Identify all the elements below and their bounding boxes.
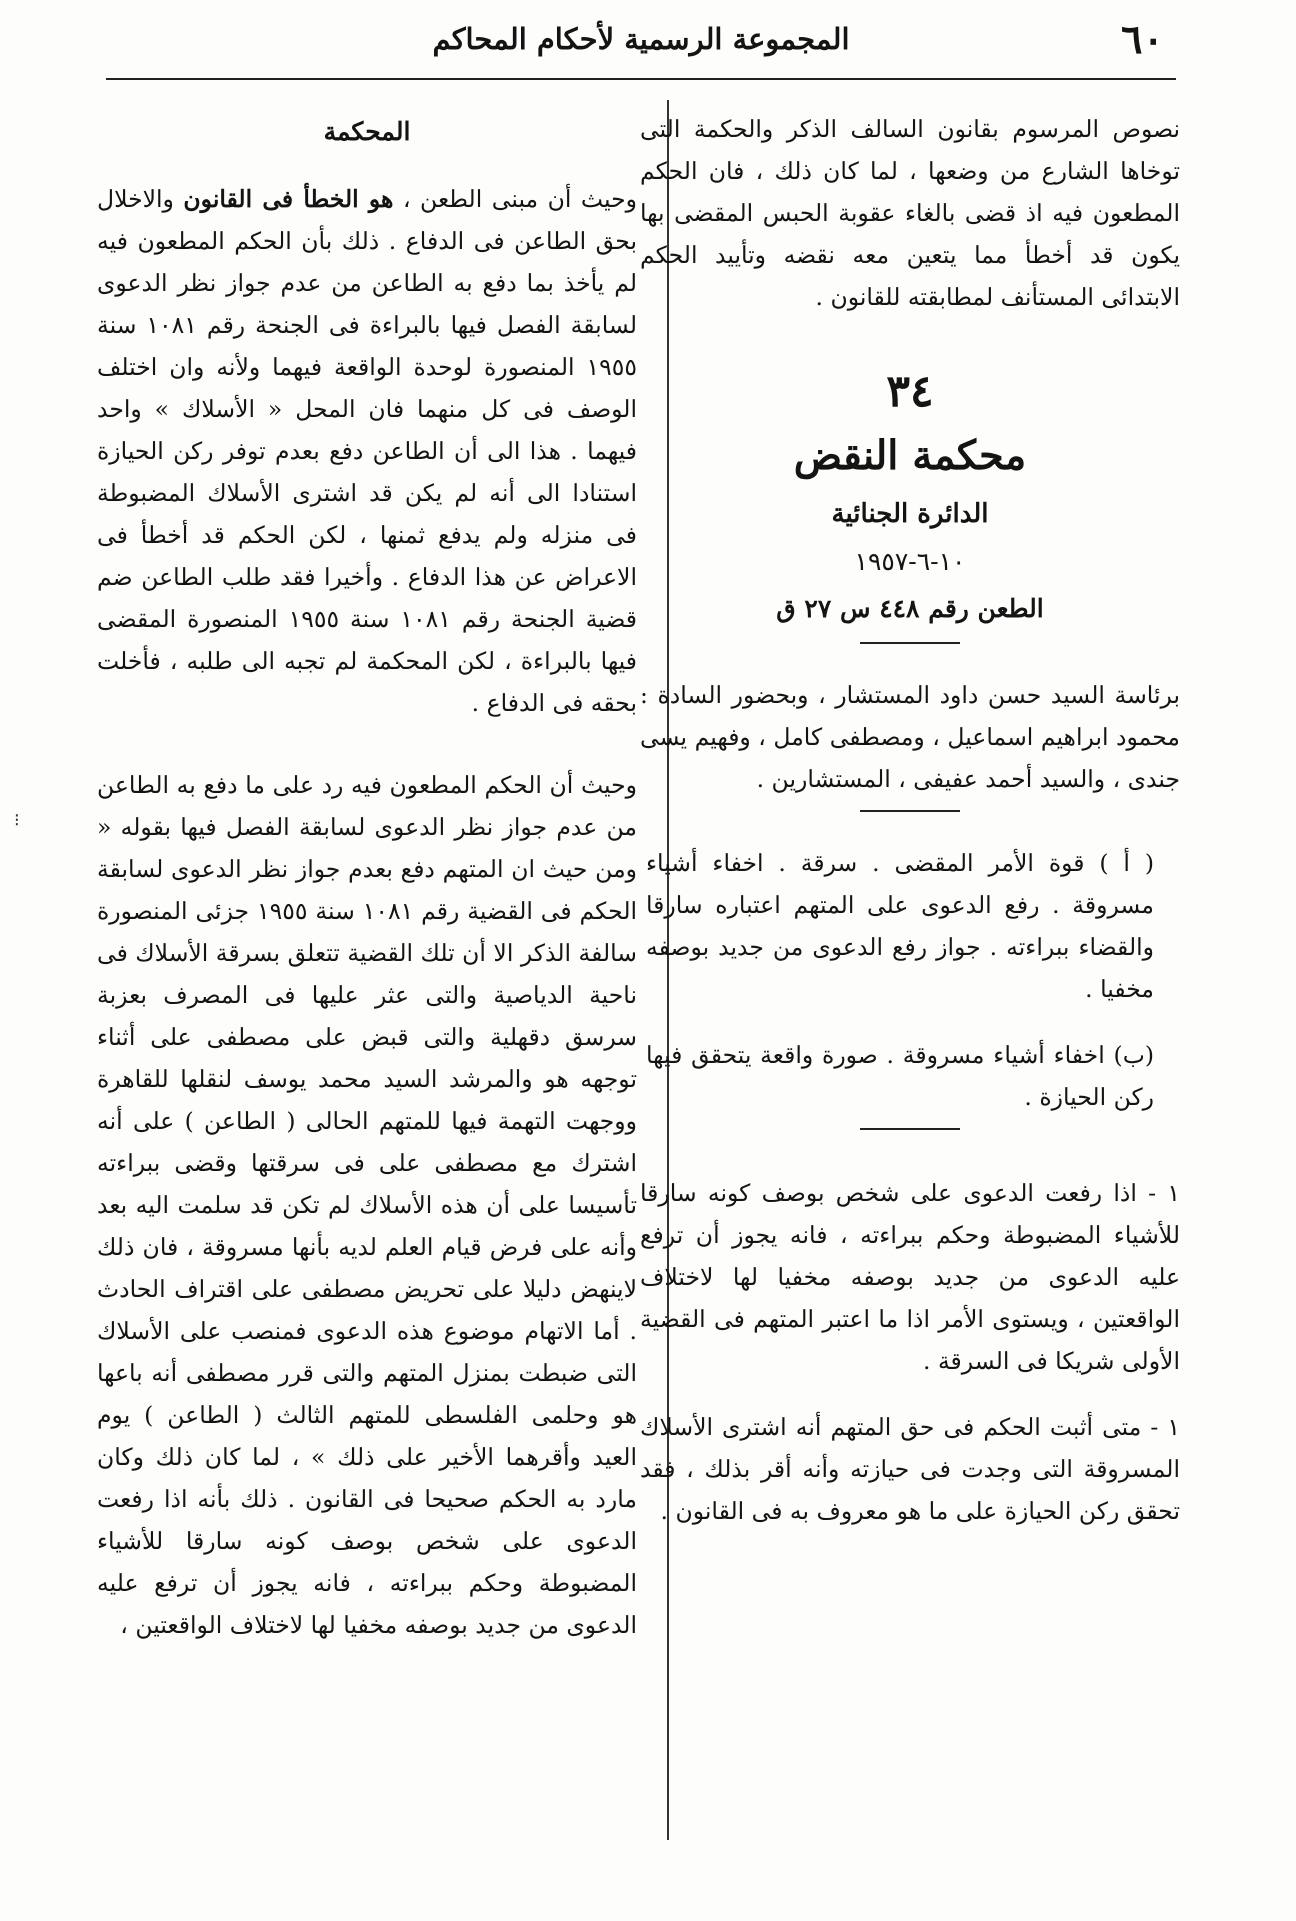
running-header xyxy=(106,16,1176,72)
right-column xyxy=(640,108,1180,1532)
section-title: المحكمة xyxy=(323,117,411,146)
header-rule xyxy=(106,78,1176,80)
reasoning-paragraph-1 xyxy=(97,178,637,724)
intro-paragraph: نصوص المرسوم بقانون السالف الذكر والحكمة التى توخاها الشارع من وضعها ، لما كان ذلك ، فان الحكم المطعون فيه اذ قضى بالغاء عقوبة الحبس المقضى بها يكون قد أخطأ مما يتعين معه نقضه وتأييد الحكم الابتدائى المستأنف لمطابقته للقانون . xyxy=(640,115,1180,311)
principle-1: ١ - اذا رفعت الدعوى على شخص بوصف كونه سارقا للأشياء المضبوطة وحكم ببراءته ، فانه يجوز أن ترفع عليه الدعوى من جديد بوصفه مخفيا لها لاختلاف الواقعتين ، ويستوى الأمر اذا ما اعتبر المتهم فى القضية الأولى شريكا فى السرقة . xyxy=(640,1179,1180,1375)
court-name: محكمة النقض xyxy=(793,432,1027,479)
margin-mark: ⁝ xyxy=(14,810,20,831)
headnote-a: ( أ ) قوة الأمر المقضى . سرقة . اخفاء أشياء مسروقة . رفع الدعوى على المتهم اعتباره سارقا والقضاء ببراءته . جواز رفع الدعوى من جديد بوصفه مخفيا . xyxy=(646,849,1154,1003)
para1-lead: وحيث أن مبنى الطعن ، xyxy=(402,185,637,213)
principle-2: ١ - متى أثبت الحكم فى حق المتهم أنه اشترى الأسلاك المسروقة التى وجدت فى حيازته وأنه أقر بذلك ، فقد تحقق ركن الحيازة على ما هو معروف به فى القانون . xyxy=(640,1413,1180,1525)
judgment-date: ١٠-٦-١٩٥٧ xyxy=(854,547,966,576)
appeal-number: الطعن رقم ٤٤٨ س ٢٧ ق xyxy=(776,594,1044,623)
panel-composition: برئاسة السيد حسن داود المستشار ، وبحضور السادة : محمود ابراهيم اسماعيل ، ومصطفى كامل ، وفهيم يسى جندى ، والسيد أحمد عفيفى ، المستشارين . xyxy=(640,681,1180,793)
para1-bold: هو الخطأ فى القانون xyxy=(183,185,394,213)
section-rule xyxy=(860,1128,960,1130)
page-number: ٦٠ xyxy=(1121,16,1164,63)
para1-rest: والاخلال بحق الطاعن فى الدفاع . ذلك بأن الحكم المطعون فيه لم يأخذ بما دفع به الطاعن من عدم جواز نظر الدعوى لسابقة الفصل فيها بالبراءة فى الجنحة رقم ١٠٨١ سنة ١٩٥٥ المنصورة لوحدة الواقعة فيهما ولأنه وان اختلف الوصف فى كل منهما فان المحل « الأسلاك » واحد فيهما . هذا الى أن الطاعن دفع بعدم توفر ركن الحيازة استنادا الى أنه لم يكن قد اشترى الأسلاك المضبوطة فى منزله ولم يدفع ثمنها ، لكن الحكم قد أخطأ فى الاعراض عن هذا الدفاع . وأخيرا فقد طلب الطاعن ضم قضية الجنحة رقم ١٠٨١ سنة ١٩٥٥ المنصورة المقضى فيها بالبراءة ، لكن المحكمة لم تجبه الى طلبه ، فأخلت بحقه فى الدفاع . xyxy=(97,185,637,717)
headnote-b: (ب) اخفاء أشياء مسروقة . صورة واقعة يتحقق فيها ركن الحيازة . xyxy=(646,1041,1154,1111)
journal-title: المجموعة الرسمية لأحكام المحاكم xyxy=(432,22,850,56)
case-number: ٣٤ xyxy=(886,366,934,417)
section-rule xyxy=(860,810,960,812)
section-rule xyxy=(860,642,960,644)
left-column xyxy=(97,108,637,1646)
chamber-name: الدائرة الجنائية xyxy=(831,499,989,529)
reasoning-paragraph-2: وحيث أن الحكم المطعون فيه رد على ما دفع به الطاعن من عدم جواز نظر الدعوى لسابقة الفصل فيها بقوله « ومن حيث ان المتهم دفع بعدم جواز نظر الدعوى لسابقة الحكم فى القضية رقم ١٠٨١ سنة ١٩٥٥ جزئى المنصورة سالفة الذكر الا أن تلك القضية تتعلق بسرقة الأسلاك فى ناحية الدياصية والتى عثر عليها فى المصرف بعزبة سرسق دقهلية والتى قبض على مصطفى على أثناء توجهه هو والمرشد السيد محمد يوسف لنقلها للقاهرة ووجهت التهمة فيها للمتهم الحالى ( الطاعن ) على أنه اشترك مع مصطفى على فى سرقتها وقضى ببراءته تأسيسا على أن هذه الأسلاك لم تكن قد سلمت اليه بعد وأنه على فرض قيام العلم لديه بأنها مسروقة ، فان ذلك لاينهض دليلا على تحريض مصطفى على اقتراف الحادث . أما الاتهام موضوع هذه الدعوى فمنصب على الأسلاك التى ضبطت بمنزل المتهم والتى قرر مصطفى أنه باعها هو وحلمى الفلسطى للمتهم الثالث ( الطاعن ) يوم العيد وأقرهما الأخير على ذلك » ، لما كان ذلك وكان مارد به الحكم صحيحا فى القانون . ذلك بأنه اذا رفعت الدعوى على شخص بوصف كونه سارقا للأشياء المضبوطة وحكم ببراءته ، فانه يجوز أن ترفع عليه الدعوى من جديد بوصفه مخفيا لها لاختلاف الواقعتين ، xyxy=(97,771,638,1639)
headnote-block xyxy=(640,842,1180,1118)
